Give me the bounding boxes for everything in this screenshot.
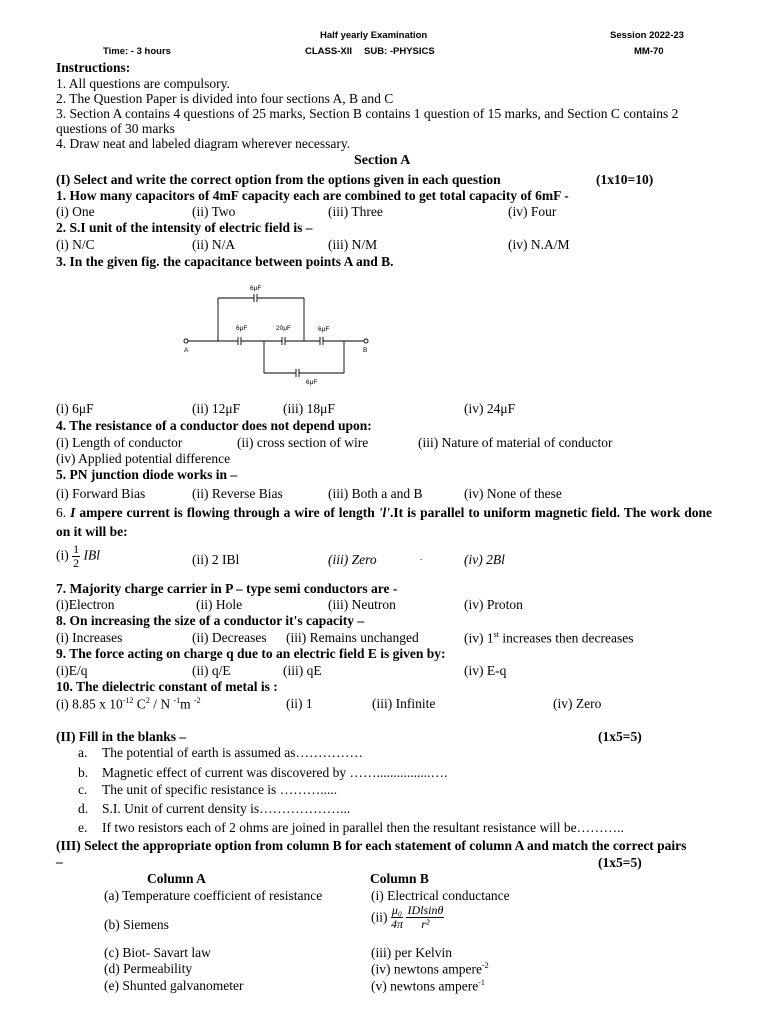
instruction-3: 3. Section A contains 4 questions of 25 marks, Section B contains 1 question of 15 marks, and Section C contains 2 questions of 30 marks (56, 106, 679, 136)
q6-text-rest: .It is parallel to uniform magnetic field. The work done on it will be: (56, 505, 712, 539)
q10-opt-1 (56, 696, 201, 713)
blank-b-text: Magnetic effect of current was discovered by ……................…. (102, 765, 448, 780)
q3-opt-2: (ii) 12μF (192, 401, 241, 416)
q1-opt-2: (ii) Two (192, 204, 236, 219)
col-b-item-iv-sup: -2 (481, 961, 489, 970)
q3-opt-1: (i) 6μF (56, 401, 94, 416)
q9-opt-4: (iv) E-q (464, 663, 507, 678)
q10-opt-4: (iv) Zero (553, 696, 602, 711)
q5-opt-2: (ii) Reverse Bias (192, 486, 283, 501)
instruction-4: 4. Draw neat and labeled diagram wherever necessary. (56, 136, 351, 151)
q10-exp-2: 2 (145, 696, 150, 705)
q8-text: 8. On increasing the size of a conductor it's capacity – (56, 613, 365, 628)
biot-savart-frac-1 (391, 904, 403, 931)
q6-text-mid: ampere current is flowing through a wire of length (79, 505, 375, 520)
q6-fraction (72, 543, 80, 570)
capacitor-circuit-diagram (176, 280, 376, 390)
q10-unit-m: m (180, 696, 194, 712)
blank-d-label: d. (78, 801, 89, 816)
q1-opt-3: (iii) Three (328, 204, 383, 219)
q10-unit-c: C (133, 696, 146, 712)
col-b-item-v-label: (v) newtons ampere (371, 978, 479, 994)
q7-opt-1: (i)Electron (56, 597, 115, 612)
col-b-item-iv-label: (iv) newtons ampere (371, 961, 482, 977)
fig-label-c2: 20μF (276, 325, 291, 332)
col-b-item-ii (371, 904, 444, 931)
q5-text: 5. PN junction diode works in – (56, 467, 238, 482)
q6-opt-1-label: (i) (56, 547, 69, 563)
part3-dash: – (56, 854, 63, 869)
q1-text: 1. How many capacitors of 4mF capacity each are combined to get total capacity of 6mF - (56, 188, 569, 203)
blank-c-label: c. (78, 782, 88, 797)
q6-opt-1 (56, 543, 100, 570)
q6-opt-1-tail: IBl (83, 547, 100, 563)
q6-frac-num: 1 (73, 542, 80, 556)
col-a-item-b: (b) Siemens (104, 917, 169, 932)
q6-frac-den: 2 (73, 556, 80, 570)
frac1-den: 4π (390, 917, 403, 931)
q10-opt-1-label: (i) 8.85 x 10 (56, 696, 123, 712)
q7-text: 7. Majority charge carrier in P – type semi conductors are - (56, 581, 398, 596)
instruction-2: 2. The Question Paper is divided into four sections A, B and C (56, 91, 394, 106)
q10-opt-2: (ii) 1 (286, 696, 313, 711)
part3-marks: (1x5=5) (598, 855, 642, 870)
q9-text: 9. The force acting on charge q due to an electric field E is given by: (56, 646, 446, 661)
fig-label-top: 6μF (250, 285, 262, 292)
session: Session 2022-23 (610, 30, 684, 41)
instructions-title: Instructions: (56, 60, 131, 75)
blank-d-text: S.I. Unit of current density is………………... (102, 801, 351, 816)
q4-opt-3: (iii) Nature of material of conductor (418, 435, 613, 450)
q10-opt-3: (iii) Infinite (372, 696, 436, 711)
q10-unit-n: / N (149, 696, 174, 712)
class: CLASS-XII (305, 46, 352, 57)
col-b-item-iii: (iii) per Kelvin (371, 945, 452, 960)
q6-length-symbol: 'l' (378, 505, 391, 520)
q6-text (56, 503, 712, 541)
col-b-item-v (371, 978, 485, 995)
q4-text: 4. The resistance of a conductor does not depend upon: (56, 418, 372, 433)
q6-opt-3: (iii) Zero (328, 552, 377, 567)
q3-text: 3. In the given fig. the capacitance between points A and B. (56, 254, 394, 269)
q6-current-symbol: I (70, 505, 76, 520)
q6-dot: . (420, 552, 423, 562)
max-marks: MM-70 (634, 46, 664, 57)
blank-b-label: b. (78, 765, 89, 780)
q10-exp-4: -2 (194, 696, 201, 705)
q5-opt-3: (iii) Both a and B (328, 486, 423, 501)
instruction-1: 1. All questions are compulsory. (56, 76, 230, 91)
q2-opt-3: (iii) N/M (328, 237, 378, 252)
fig-label-b: B (363, 347, 368, 354)
col-b-item-ii-label: (ii) (371, 909, 388, 925)
blank-a-label: a. (78, 745, 88, 760)
q9-opt-1: (i)E/q (56, 663, 88, 678)
column-a-header: Column A (147, 871, 206, 886)
q3-opt-3: (iii) 18μF (283, 401, 335, 416)
part2-marks: (1x5=5) (598, 729, 642, 744)
q3-opt-4: (iv) 24μF (464, 401, 516, 416)
biot-savart-frac-2 (406, 904, 444, 931)
q4-opt-4: (iv) Applied potential difference (56, 451, 231, 466)
q9-opt-3: (iii) qE (283, 663, 322, 678)
fig-label-c3: 6μF (318, 326, 330, 333)
fig-label-a: A (184, 347, 189, 354)
q7-opt-4: (iv) Proton (464, 597, 523, 612)
q8-opt-1: (i) Increases (56, 630, 123, 645)
part1-marks: (1x10=10) (596, 172, 654, 187)
q2-opt-1: (i) N/C (56, 237, 95, 252)
q6-opt-4: (iv) 2Bl (464, 552, 505, 567)
q8-opt-4 (464, 630, 634, 647)
col-a-item-c: (c) Biot- Savart law (104, 945, 211, 960)
time: Time: - 3 hours (103, 46, 171, 57)
q5-opt-1: (i) Forward Bias (56, 486, 146, 501)
col-b-item-i: (i) Electrical conductance (371, 888, 510, 903)
q6-opt-2: (ii) 2 IBl (192, 552, 240, 567)
column-b-header: Column B (370, 871, 429, 886)
part3-heading: (III) Select the appropriate option from column B for each statement of column A and match the correct pairs (56, 838, 687, 853)
q6-num: 6. (56, 505, 67, 520)
q8-opt-2: (ii) Decreases (192, 630, 267, 645)
q2-opt-2: (ii) N/A (192, 237, 236, 252)
exam-title: Half yearly Examination (320, 30, 428, 41)
q8-opt-4-tail: increases then decreases (498, 630, 634, 646)
col-b-item-iv (371, 961, 489, 978)
frac2-num: IDlsinθ (407, 903, 444, 917)
q7-opt-3: (iii) Neutron (328, 597, 396, 612)
col-a-item-a: (a) Temperature coefficient of resistance (104, 888, 323, 903)
subject: SUB: -PHYSICS (364, 46, 435, 57)
q8-opt-4-sup: st (493, 630, 499, 639)
col-a-item-e: (e) Shunted galvanometer (104, 978, 244, 993)
q10-exp-1: -12 (122, 696, 134, 705)
q1-opt-1: (i) One (56, 204, 95, 219)
part1-heading: (I) Select and write the correct option from the options given in each question (56, 172, 501, 187)
q8-opt-3: (iii) Remains unchanged (286, 630, 419, 645)
col-a-item-d: (d) Permeability (104, 961, 193, 976)
frac2-den: r² (421, 917, 430, 931)
section-a-title: Section A (354, 153, 411, 168)
q1-opt-4: (iv) Four (508, 204, 557, 219)
col-b-item-v-sup: -1 (478, 978, 485, 987)
q10-text: 10. The dielectric constant of metal is : (56, 679, 278, 694)
blank-c-text: The unit of specific resistance is ………..... (102, 782, 338, 797)
q7-opt-2: (ii) Hole (196, 597, 243, 612)
q4-opt-1: (i) Length of conductor (56, 435, 183, 450)
q2-opt-4: (iv) N.A/M (508, 237, 570, 252)
blank-e-text: If two resistors each of 2 ohms are joined in parallel then the resultant resistance will be……….. (102, 820, 624, 835)
q10-exp-3: -1 (173, 696, 181, 705)
fig-label-c1: 6μF (236, 325, 248, 332)
blank-e-label: e. (78, 820, 88, 835)
part2-heading: (II) Fill in the blanks – (56, 729, 187, 744)
q9-opt-2: (ii) q/E (192, 663, 231, 678)
q2-text: 2. S.I unit of the intensity of electric field is – (56, 220, 313, 235)
blank-a-text: The potential of earth is assumed as…………… (102, 745, 363, 760)
fig-label-bottom: 6μF (306, 379, 318, 386)
q4-opt-2: (ii) cross section of wire (237, 435, 369, 450)
q5-opt-4: (iv) None of these (464, 486, 562, 501)
q8-opt-4-label: (iv) 1 (464, 630, 494, 646)
frac1-num: μ₀ (391, 903, 403, 917)
